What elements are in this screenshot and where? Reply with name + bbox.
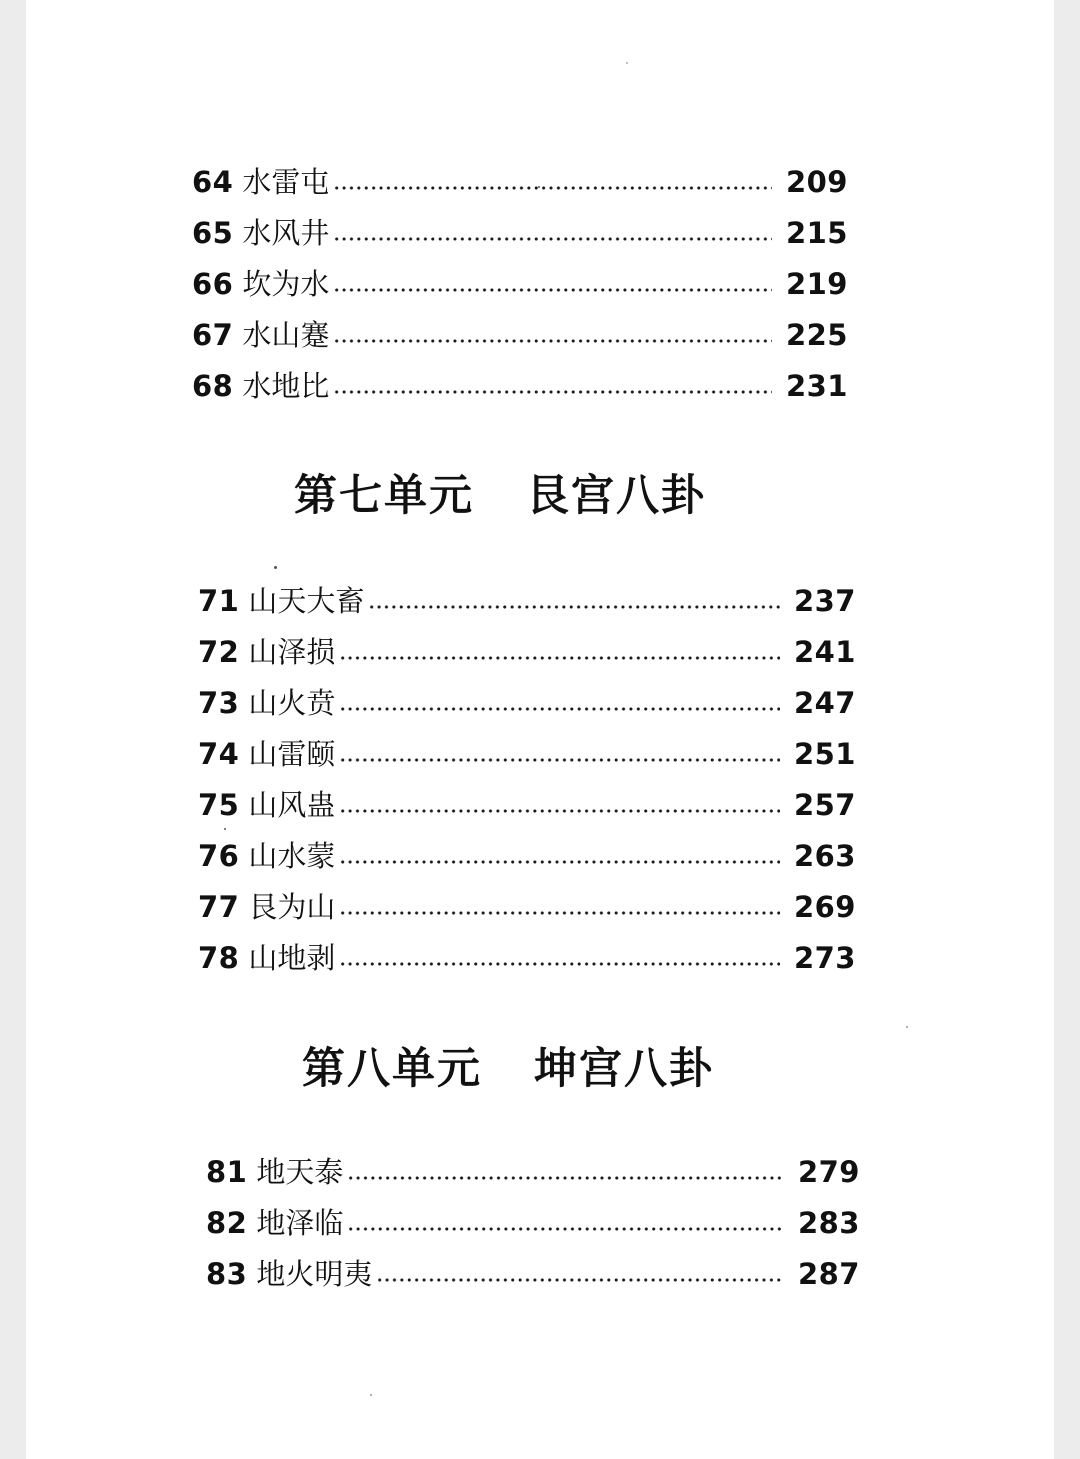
- dot-leader: [333, 288, 772, 292]
- entry-number: 77: [198, 890, 240, 924]
- entry-number: 72: [198, 635, 240, 669]
- toc-page: [26, 0, 1054, 1459]
- entry-number: 82: [206, 1206, 248, 1240]
- entry-title: 地天泰: [256, 1155, 344, 1189]
- entry-page-number: 251: [793, 737, 856, 771]
- entry-number: 76: [198, 839, 240, 873]
- dot-leader: [333, 390, 772, 394]
- dot-leader: [339, 809, 780, 813]
- unit-seven-heading: [294, 462, 706, 523]
- entry-title: 水地比: [242, 369, 330, 403]
- entry-page-number: 273: [793, 941, 856, 975]
- entry-title: 山水蒙: [248, 839, 336, 873]
- toc-entry[interactable]: [198, 729, 856, 780]
- entry-page-number: 257: [793, 788, 856, 822]
- entry-page-number: 263: [793, 839, 856, 873]
- entry-number: 66: [192, 267, 234, 301]
- dot-leader: [333, 186, 772, 190]
- entry-page-number: 237: [793, 584, 856, 618]
- entry-number: 71: [198, 584, 240, 618]
- entry-page-number: 279: [797, 1155, 860, 1189]
- entry-title: 山风蛊: [248, 788, 336, 822]
- dot-leader: [339, 707, 780, 711]
- dot-leader: [339, 911, 780, 915]
- entry-title: 山地剥: [248, 941, 336, 975]
- entry-title: 艮为山: [248, 890, 336, 924]
- toc-entry[interactable]: [198, 831, 856, 882]
- toc-entry[interactable]: [206, 1198, 860, 1249]
- scan-speck: [538, 186, 540, 188]
- entry-page-number: 225: [785, 318, 848, 352]
- toc-entry[interactable]: [198, 627, 856, 678]
- entry-number: 67: [192, 318, 234, 352]
- unit-eight-label: 第八单元: [302, 1044, 482, 1094]
- toc-entry[interactable]: [192, 259, 848, 310]
- page-margin-left: [0, 0, 26, 1459]
- entry-title: 山天大畜: [248, 584, 365, 618]
- entry-number: 65: [192, 216, 234, 250]
- scan-speck: [370, 1394, 372, 1396]
- entry-title: 水雷屯: [242, 165, 330, 199]
- dot-leader: [347, 1176, 784, 1180]
- toc-entry[interactable]: [192, 157, 848, 208]
- entry-page-number: 231: [785, 369, 848, 403]
- scan-speck: [224, 828, 226, 830]
- toc-entry[interactable]: [206, 1249, 860, 1300]
- toc-entry[interactable]: [198, 882, 856, 933]
- entry-number: 83: [206, 1257, 248, 1291]
- entry-page-number: 241: [793, 635, 856, 669]
- entry-page-number: 269: [793, 890, 856, 924]
- entry-title: 山泽损: [248, 635, 336, 669]
- entry-title: 坎为水: [242, 267, 330, 301]
- scan-speck: [906, 1026, 908, 1028]
- toc-entry[interactable]: [192, 361, 848, 412]
- dot-leader: [376, 1278, 784, 1282]
- page-margin-right: [1054, 0, 1080, 1459]
- entry-number: 75: [198, 788, 240, 822]
- toc-entry[interactable]: [192, 310, 848, 361]
- unit-seven-label: 第七单元: [294, 471, 474, 521]
- entry-title: 水风井: [242, 216, 330, 250]
- toc-list-unit-six: [192, 157, 848, 412]
- entry-page-number: 287: [797, 1257, 860, 1291]
- unit-eight-heading: [302, 1035, 714, 1096]
- entry-page-number: 219: [785, 267, 848, 301]
- dot-leader: [339, 860, 780, 864]
- dot-leader: [339, 656, 780, 660]
- entry-number: 74: [198, 737, 240, 771]
- entry-title: 地泽临: [256, 1206, 344, 1240]
- entry-page-number: 215: [785, 216, 848, 250]
- dot-leader: [339, 962, 780, 966]
- dot-leader: [347, 1227, 784, 1231]
- unit-eight-palace: 坤宫八卦: [534, 1044, 714, 1094]
- entry-number: 73: [198, 686, 240, 720]
- entry-page-number: 283: [797, 1206, 860, 1240]
- entry-title: 地火明夷: [256, 1257, 373, 1291]
- toc-entry[interactable]: [198, 678, 856, 729]
- entry-page-number: 209: [785, 165, 848, 199]
- entry-number: 68: [192, 369, 234, 403]
- entry-title: 水山蹇: [242, 318, 330, 352]
- dot-leader: [339, 758, 780, 762]
- toc-entry[interactable]: [198, 780, 856, 831]
- entry-number: 81: [206, 1155, 248, 1189]
- dot-leader: [333, 237, 772, 241]
- toc-list-unit-seven: [198, 576, 856, 984]
- toc-entry[interactable]: [192, 208, 848, 259]
- entry-number: 78: [198, 941, 240, 975]
- entry-title: 山火贲: [248, 686, 336, 720]
- dot-leader: [368, 605, 780, 609]
- unit-seven-palace: 艮宫八卦: [526, 471, 706, 521]
- toc-entry[interactable]: [198, 933, 856, 984]
- toc-entry[interactable]: [198, 576, 856, 627]
- scan-speck: [626, 62, 628, 64]
- entry-page-number: 247: [793, 686, 856, 720]
- toc-list-unit-eight: [206, 1147, 860, 1300]
- toc-entry[interactable]: [206, 1147, 860, 1198]
- entry-number: 64: [192, 165, 234, 199]
- dot-leader: [333, 339, 772, 343]
- scan-speck: [274, 566, 277, 569]
- entry-title: 山雷颐: [248, 737, 336, 771]
